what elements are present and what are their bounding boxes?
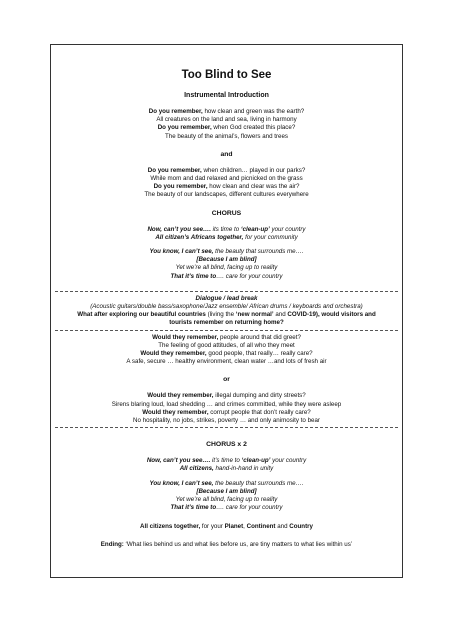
verse-line-rest: when children… played in our parks? bbox=[201, 166, 306, 174]
chorus-line-lead: You know, I can’t see, bbox=[149, 248, 214, 256]
verse-line bbox=[51, 358, 402, 366]
ending-text: ‘What lies behind us and what lies before us, are tiny matters to what lies within us’ bbox=[123, 540, 353, 548]
dialogue-q-part: COVID-19 bbox=[287, 311, 316, 319]
verse-line-lead: Would they remember, bbox=[152, 333, 219, 341]
section-divider bbox=[55, 330, 398, 331]
verse-line-rest: corrupt people that don’t really care? bbox=[208, 408, 311, 416]
verse-2 bbox=[51, 167, 402, 200]
chorus-line: [Because I am blind] bbox=[196, 487, 257, 495]
verse-line bbox=[51, 108, 402, 116]
closing-part: Country bbox=[289, 522, 313, 530]
dialogue-q-part: ), would visitors and bbox=[315, 311, 376, 319]
verse-line bbox=[51, 167, 402, 175]
verse-line bbox=[51, 334, 402, 342]
verse-line-rest: The beauty of the animal’s, flowers and trees bbox=[164, 132, 288, 140]
chorus-line-lead: Now, can’t you see…. bbox=[146, 457, 211, 465]
chorus-line-lead: That it’s time to bbox=[170, 272, 217, 280]
chorus-line-end: your country bbox=[269, 225, 306, 233]
dialogue-question-end: tourists remember on returning home? bbox=[169, 319, 284, 327]
chorus-line bbox=[51, 480, 402, 488]
verse-line bbox=[51, 401, 402, 409]
verse-line bbox=[51, 175, 402, 183]
and-separator: and bbox=[220, 150, 233, 158]
verse-line-rest: how clean and green was the earth? bbox=[202, 108, 305, 115]
closing-part: Planet bbox=[224, 522, 244, 530]
verse-line-rest: All creatures on the land and sea, living in harmony bbox=[156, 116, 297, 124]
chorus-line: Yet we’re all blind, facing up to reality bbox=[175, 496, 278, 504]
chorus-line-end: for your community bbox=[243, 233, 298, 241]
chorus-line bbox=[51, 234, 402, 242]
ending-label: Ending: bbox=[100, 540, 124, 548]
chorus-line bbox=[51, 273, 402, 281]
lyrics-sheet bbox=[50, 44, 403, 578]
chorus-line-lead: All citizens, bbox=[179, 465, 214, 473]
verse-line-lead: Do you remember, bbox=[157, 124, 212, 132]
lyrics-content bbox=[51, 45, 402, 549]
verse-line-rest: when God created this place? bbox=[211, 124, 296, 132]
intro-heading: Instrumental Introduction bbox=[184, 92, 269, 99]
closing-part: and bbox=[275, 522, 290, 530]
verse-line bbox=[51, 417, 402, 425]
dialogue-section bbox=[51, 295, 402, 328]
verse-line-lead: Do you remember, bbox=[148, 108, 203, 115]
chorus-line-end: the beauty that surrounds me…. bbox=[213, 479, 304, 487]
chorus-line-lead: All citizen’s Africans together, bbox=[155, 233, 244, 241]
verse-line-rest: A safe, secure … healthy environment, clean water …and lots of fresh air bbox=[126, 358, 327, 366]
chorus-line-quote: ‘clean-up’ bbox=[241, 457, 271, 465]
ending-line bbox=[51, 541, 402, 549]
chorus-line bbox=[51, 504, 402, 512]
chorus-line bbox=[51, 465, 402, 473]
closing-part: All citizens together, bbox=[140, 522, 201, 530]
verse-line-rest: The beauty of our landscapes, different cultures everywhere bbox=[144, 191, 309, 199]
verse-line-rest: people around that did greet? bbox=[218, 333, 301, 341]
verse-4 bbox=[51, 392, 402, 425]
closing-part: for your bbox=[200, 522, 225, 530]
chorus-line-lead: That it’s time to bbox=[170, 504, 217, 512]
closing-line bbox=[51, 523, 402, 531]
section-divider bbox=[55, 291, 398, 292]
verse-line-lead: Would they remember, bbox=[142, 408, 209, 416]
verse-line bbox=[51, 116, 402, 124]
chorus-line-end: hand-in-hand in unity bbox=[213, 465, 274, 473]
dialogue-q-part: and bbox=[273, 311, 288, 319]
chorus-heading: CHORUS bbox=[211, 209, 242, 217]
verse-line bbox=[51, 342, 402, 350]
chorus-line bbox=[51, 457, 402, 465]
verse-line-lead: Do you remember, bbox=[147, 166, 202, 174]
dialogue-q-part: What after exploring our beautiful countries bbox=[77, 311, 206, 319]
dialogue-heading: Dialogue / lead break bbox=[195, 294, 258, 302]
chorus-line-lead: Now, can’t you see…. bbox=[147, 225, 211, 233]
chorus-line bbox=[51, 248, 402, 256]
chorus-line: Yet we’re all blind, facing up to reality bbox=[175, 264, 278, 272]
chorus-line-mid: its time to bbox=[210, 225, 241, 233]
dialogue-instruments: (Acoustic guitars/double bass/saxophone/Jazz ensemble/ African drums / keyboards and orchestra) bbox=[90, 303, 363, 311]
chorus-line-end: …. care for your country bbox=[216, 272, 283, 280]
dialogue-question bbox=[51, 311, 402, 319]
chorus-line bbox=[51, 226, 402, 234]
verse-line-rest: good people, that really… really care? bbox=[206, 350, 313, 358]
verse-3 bbox=[51, 334, 402, 367]
verse-1 bbox=[51, 108, 402, 141]
dialogue-q-part: ‘new normal’ bbox=[235, 311, 274, 319]
verse-line bbox=[51, 392, 402, 400]
closing-part: Continent bbox=[246, 522, 276, 530]
chorus-line-quote: ‘clean-up’ bbox=[240, 225, 270, 233]
or-separator: or bbox=[223, 376, 230, 384]
verse-line bbox=[51, 350, 402, 358]
verse-line bbox=[51, 409, 402, 417]
chorus-line-mid: it’s time to bbox=[210, 457, 242, 465]
chorus-2 bbox=[51, 457, 402, 512]
dialogue-q-part: (living the bbox=[205, 311, 236, 319]
verse-line-rest: The feeling of good attitudes, of all who they meet bbox=[158, 341, 295, 349]
chorus-line-lead: You know, I can’t see, bbox=[149, 479, 214, 487]
chorus-line-end: the beauty that surrounds me…. bbox=[213, 248, 304, 256]
verse-line bbox=[51, 133, 402, 141]
verse-line-rest: No hospitality, no jobs, strikes, poverty … and only animosity to bear bbox=[133, 417, 320, 425]
closing-part: , bbox=[243, 522, 247, 530]
chorus-1 bbox=[51, 226, 402, 281]
verse-line-rest: While mom and dad relaxed and picnicked on the grass bbox=[150, 175, 303, 183]
song-title: Too Blind to See bbox=[181, 69, 272, 81]
chorus-line-end: your country bbox=[270, 457, 307, 465]
verse-line-rest: how clean and clear was the air? bbox=[207, 183, 300, 191]
verse-line bbox=[51, 124, 402, 132]
section-divider bbox=[55, 427, 398, 428]
verse-line-lead: Would they remember, bbox=[140, 350, 207, 358]
verse-line bbox=[51, 183, 402, 191]
verse-line-rest: illegal dumping and dirty streets? bbox=[213, 392, 306, 400]
verse-line-lead: Would they remember, bbox=[147, 392, 214, 400]
verse-line-lead: Do you remember, bbox=[153, 183, 208, 191]
chorus-line-end: …. care for your country bbox=[216, 504, 283, 512]
verse-line-rest: Sirens blaring loud, load shedding … and crimes committed, while they were asleep bbox=[111, 400, 342, 408]
verse-line bbox=[51, 191, 402, 199]
chorus-x2-heading: CHORUS x 2 bbox=[206, 441, 247, 449]
chorus-line: [Because I am blind] bbox=[196, 256, 257, 264]
